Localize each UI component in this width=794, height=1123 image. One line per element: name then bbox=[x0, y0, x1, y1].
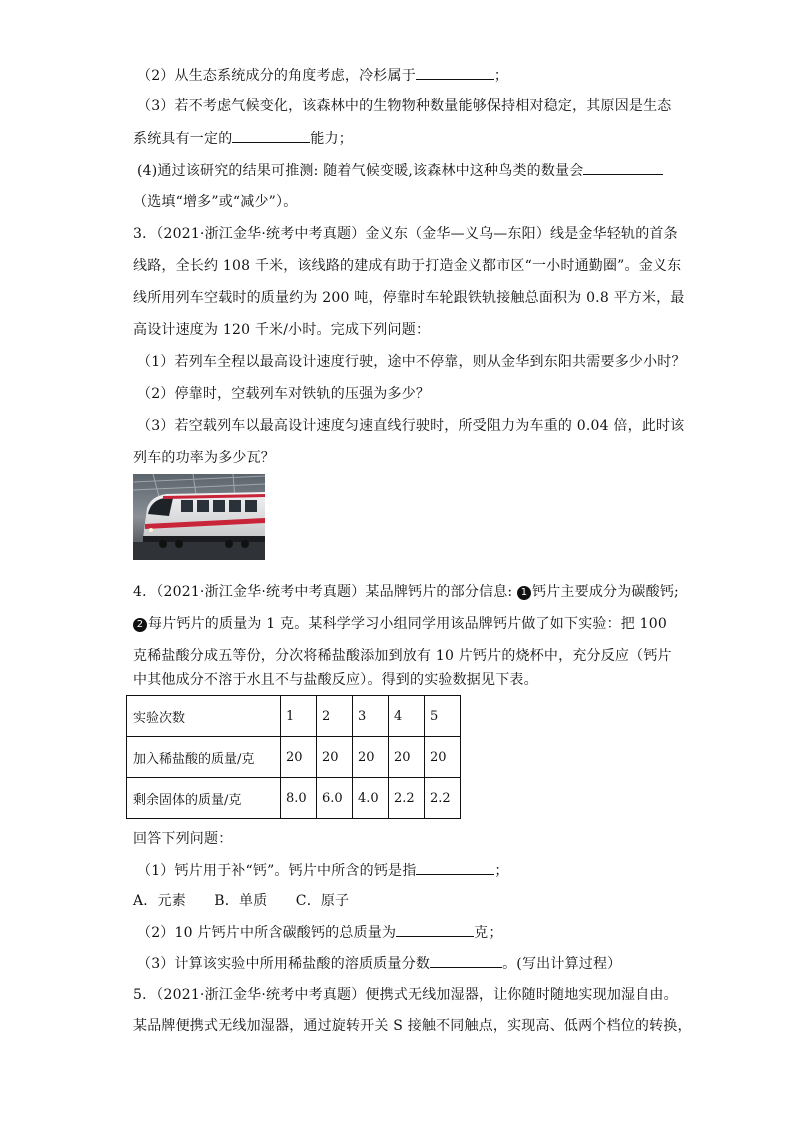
q2-part2-text: （2）从生态系统成分的角度考虑，冷杉属于 bbox=[137, 68, 416, 84]
q2-part3-line1: （3）若不考虑气候变化，该森林中的生物物种数量能够保持相对稳定，其原因是生态 bbox=[137, 98, 672, 114]
q2-part3-end: 能力； bbox=[310, 131, 354, 147]
q2-part3-line2 bbox=[133, 128, 353, 149]
table-cell: 20 bbox=[281, 737, 317, 778]
q4-sub2-end: 克； bbox=[474, 925, 503, 941]
q3-line1: 3．（2021·浙江金华·统考中考真题）金义东（金华—义乌—东阳）线是金华轻轨的首条 bbox=[133, 226, 678, 242]
table-cell: 4 bbox=[389, 696, 425, 737]
answer-blank[interactable] bbox=[416, 65, 494, 80]
table-cell: 20 bbox=[353, 737, 389, 778]
q4-line4: 中其他成分不溶于水且不与盐酸反应）。得到的实验数据见下表。 bbox=[133, 672, 538, 688]
q4-line1-start: 4．（2021·浙江金华·统考中考真题）某品牌钙片的部分信息: bbox=[133, 584, 518, 600]
q2-part2-end: ； bbox=[493, 68, 509, 84]
answer-blank[interactable] bbox=[416, 860, 494, 875]
train-photo-icon bbox=[133, 474, 265, 560]
q4-line1 bbox=[133, 582, 679, 602]
q4-options: A．元素 B．单质 C．原子 bbox=[133, 893, 350, 909]
q4-sub3 bbox=[137, 953, 621, 974]
table-cell: 3 bbox=[353, 696, 389, 737]
table-cell: 4.0 bbox=[353, 778, 389, 819]
q3-sub2: （2）停靠时，空载列车对铁轨的压强为多少？ bbox=[137, 386, 431, 402]
q4-sub1-end: ； bbox=[494, 863, 509, 879]
row-header: 实验次数 bbox=[127, 696, 281, 737]
q2-part2 bbox=[137, 65, 508, 86]
q4-line1-end: 钙片主要成分为碳酸钙; bbox=[532, 584, 679, 600]
q4-line2 bbox=[133, 614, 667, 634]
q5-line1: 5．（2021·浙江金华·统考中考真题）便携式无线加湿器，让你随时随地实现加湿自由。 bbox=[133, 987, 678, 1003]
circled-number-1: 1 bbox=[517, 586, 531, 600]
table-row bbox=[127, 778, 461, 819]
q4-sub2-text: （2）10 片钙片中所含碳酸钙的总质量为 bbox=[137, 925, 397, 941]
table-row bbox=[127, 737, 461, 778]
answer-blank[interactable] bbox=[430, 953, 502, 968]
table-cell: 6.0 bbox=[317, 778, 353, 819]
table-cell: 8.0 bbox=[281, 778, 317, 819]
train-photo bbox=[133, 474, 265, 560]
q4-sub1 bbox=[137, 860, 509, 881]
q4-sub3-end: 。(写出计算过程） bbox=[502, 956, 622, 972]
answer-blank[interactable] bbox=[396, 922, 474, 937]
q2-part4-line2: （选填“增多”或“减少”）。 bbox=[133, 194, 298, 210]
row-header: 剩余固体的质量/克 bbox=[127, 778, 281, 819]
table-row bbox=[127, 696, 461, 737]
q3-line3: 线所用列车空载时的质量约为 200 吨，停靠时车轮跟铁轨接触总面积为 0.8 平方米，最 bbox=[133, 290, 685, 306]
answer-blank[interactable] bbox=[232, 128, 310, 143]
q4-sub2 bbox=[137, 922, 503, 943]
answer-blank[interactable] bbox=[583, 160, 663, 175]
experiment-data-table bbox=[126, 695, 461, 819]
table-cell: 2.2 bbox=[389, 778, 425, 819]
q4-line3: 克稀盐酸分成五等份，分次将稀盐酸添加到放有 10 片钙片的烧杯中，充分反应（钙片 bbox=[133, 648, 672, 664]
q3-sub3-line2: 列车的功率为多少瓦？ bbox=[133, 450, 275, 466]
q2-part4-text: (4)通过该研究的结果可推测: 随着气候变暖,该森林中这种鸟类的数量会 bbox=[137, 163, 584, 179]
table-cell: 20 bbox=[389, 737, 425, 778]
q3-line2: 线路，全长约 108 千米，该线路的建成有助于打造金义都市区“一小时通勤圈”。金义东 bbox=[133, 258, 682, 274]
q3-line4: 高设计速度为 120 千米/小时。完成下列问题： bbox=[133, 322, 431, 338]
row-header: 加入稀盐酸的质量/克 bbox=[127, 737, 281, 778]
table-cell: 1 bbox=[281, 696, 317, 737]
table-cell: 2 bbox=[317, 696, 353, 737]
table-cell: 20 bbox=[425, 737, 461, 778]
q4-line2-text: 每片钙片的质量为 1 克。某科学学习小组同学用该品牌钙片做了如下实验：把 100 bbox=[148, 616, 667, 632]
table-cell: 20 bbox=[317, 737, 353, 778]
table-cell: 2.2 bbox=[425, 778, 461, 819]
circled-number-2: 2 bbox=[133, 618, 147, 632]
q4-sub1-text: （1）钙片用于补“钙”。钙片中所含的钙是指 bbox=[137, 863, 417, 879]
q2-part4-line1 bbox=[137, 160, 663, 181]
q5-line2: 某品牌便携式无线加湿器，通过旋转开关 S 接触不同触点，实现高、低两个档位的转换， bbox=[133, 1018, 692, 1034]
table-cell: 5 bbox=[425, 696, 461, 737]
q3-sub3-line1: （3）若空载列车以最高设计速度匀速直线行驶时，所受阻力为车重的 0.04 倍，此时该 bbox=[137, 418, 685, 434]
q4-sub3-text: （3）计算该实验中所用稀盐酸的溶质质量分数 bbox=[137, 956, 431, 972]
q4-answer-intro: 回答下列问题： bbox=[133, 831, 233, 847]
q3-sub1: （1）若列车全程以最高设计速度行驶，途中不停靠，则从金华到东阳共需要多少小时？ bbox=[137, 354, 686, 370]
q2-part3-start: 系统具有一定的 bbox=[133, 131, 233, 147]
